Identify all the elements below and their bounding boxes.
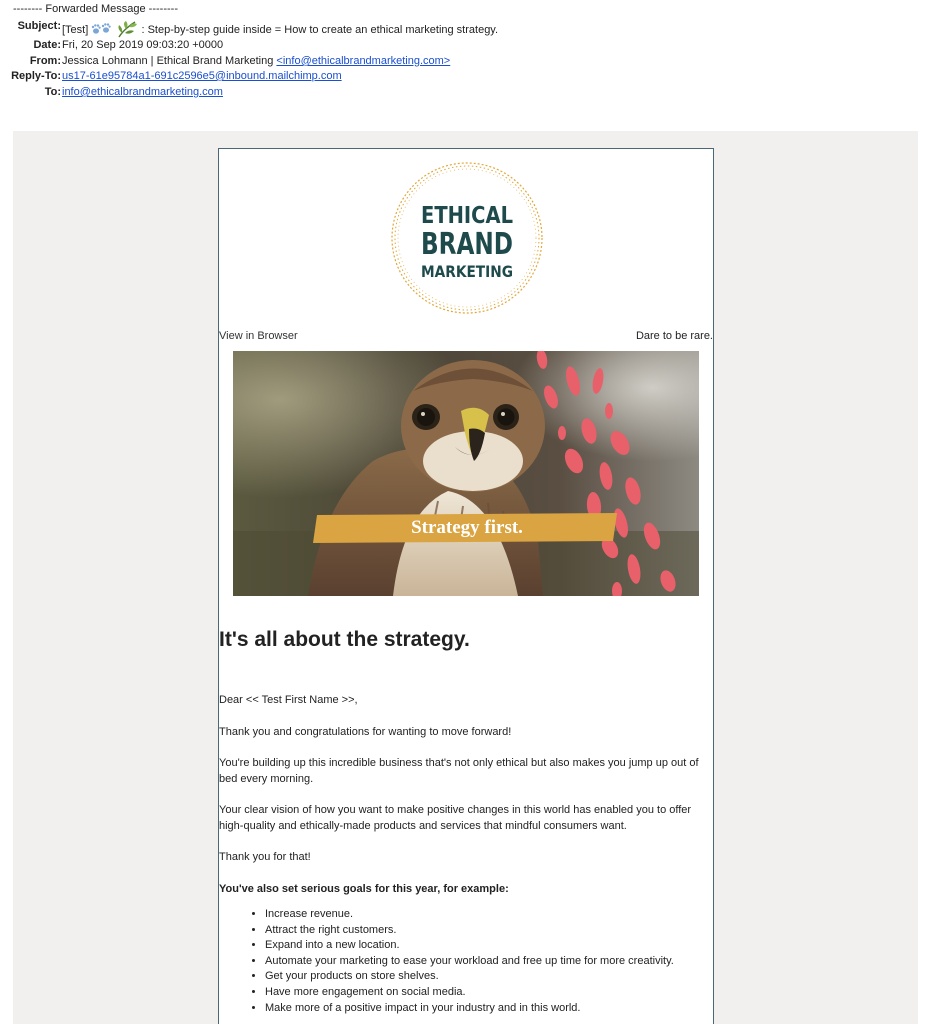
goal-item: • Get your products on store shelves. <box>265 969 709 985</box>
reply-to-row <box>0 70 926 84</box>
date-value: Fri, 20 Sep 2019 09:03:20 +0000 <box>62 39 224 51</box>
from-name: Jessica Lohmann | Ethical Brand Marketing <box>62 55 277 67</box>
hero-banner-text: Strategy first. <box>411 517 523 538</box>
greeting: Dear << Test First Name >>, <box>219 694 358 706</box>
goal-item: • Make more of a positive impact in your industry and in this world. <box>265 1001 709 1017</box>
to-label: To: <box>44 86 61 98</box>
paragraph-1: Thank you and congratulations for wanting to move forward! <box>219 725 512 738</box>
goal-item: • Have more engagement on social media. <box>265 985 709 1001</box>
email-body-card <box>218 148 714 1024</box>
goal-item: • Expand into a new location. <box>265 938 709 954</box>
email-headline: It's all about the strategy. <box>219 628 470 651</box>
subject-row <box>0 20 926 34</box>
email-body-copy <box>219 627 713 1016</box>
reply-to-link[interactable]: us17-61e95784a1-691c2596e5@inbound.mailchimp.com <box>62 70 342 82</box>
subject-prefix: [Test] <box>62 24 89 36</box>
reply-to-label: Reply-To: <box>11 70 61 82</box>
goal-item: • Increase revenue. <box>265 907 709 923</box>
goal-item: • Automate your marketing to ease your workload and free up time for more creativity. <box>265 954 709 970</box>
subject-value <box>62 20 498 38</box>
tagline: Dare to be rare. <box>635 330 713 342</box>
logo-line3: MARKETING <box>421 262 513 281</box>
paragraph-2: You're building up this incredible business that's not only ethical but also makes you jump up out of bed every morning. <box>219 757 699 785</box>
date-row <box>0 39 926 53</box>
paragraph-5-goals-intro: You've also set serious goals for this year, for example: <box>219 882 509 895</box>
to-row <box>0 86 926 100</box>
reply-to-value <box>62 70 342 82</box>
subject-text: : Step-by-step guide inside = How to create an ethical marketing strategy. <box>141 24 499 36</box>
logo-line1: ETHICAL <box>421 203 514 229</box>
subject-label: Subject: <box>17 20 61 32</box>
ethical-brand-marketing-logo <box>388 159 546 317</box>
from-email-link[interactable]: <info@ethicalbrandmarketing.com> <box>276 55 451 67</box>
view-in-browser-link[interactable]: View in Browser <box>219 330 298 342</box>
hero-image-hawk <box>233 351 699 596</box>
paragraph-3: Your clear vision of how you want to make positive changes in this world has enabled you to offer high-quality and ethically-made products and services that mindful consumers want. <box>219 804 692 832</box>
goal-item: • Attract the right customers. <box>265 923 709 939</box>
herb-leaf-icon <box>116 20 138 38</box>
from-label: From: <box>29 55 61 67</box>
to-link[interactable]: info@ethicalbrandmarketing.com <box>62 86 223 98</box>
paw-prints-icon <box>91 22 113 36</box>
goals-list <box>219 907 709 1016</box>
paragraph-4: Thank you for that! <box>219 851 311 863</box>
to-value <box>62 86 223 98</box>
from-value <box>62 55 450 67</box>
forwarded-title: -------- Forwarded Message -------- <box>13 3 178 15</box>
from-row <box>0 55 926 69</box>
logo-line2: BRAND <box>421 227 513 262</box>
date-label: Date: <box>33 39 61 51</box>
